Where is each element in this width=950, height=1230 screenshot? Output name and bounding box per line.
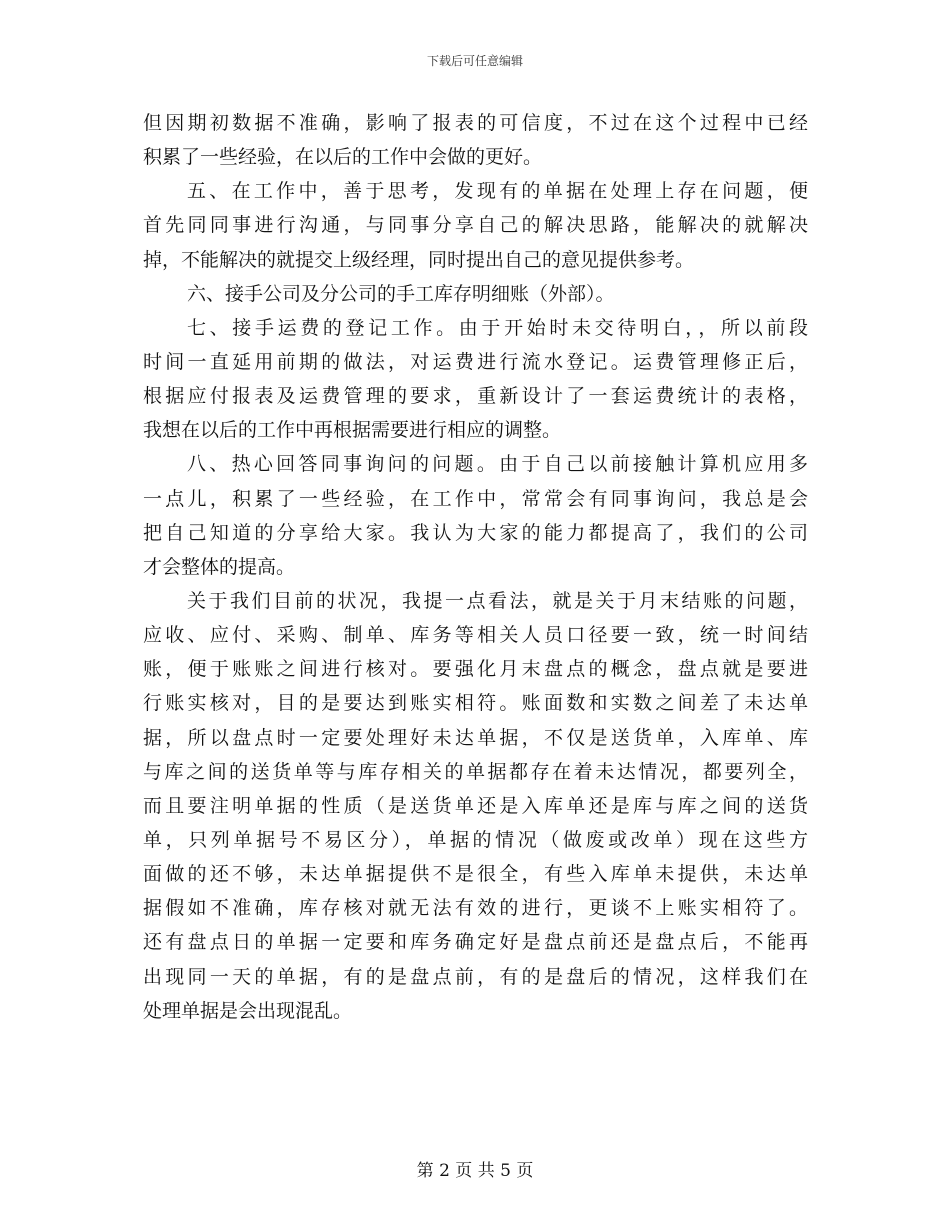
text-line: 根据应付报表及运费管理的要求，重新设计了一套运费统计的表格， xyxy=(143,385,808,408)
text-line: 五、在工作中，善于思考，发现有的单据在处理上存在问题，便 xyxy=(187,180,808,203)
text-line: 行账实核对，目的是要达到账实相符。账面数和实数之间差了未达单 xyxy=(143,692,808,715)
text-line: 单，只列单据号不易区分），单据的情况（做废或改单）现在这些方 xyxy=(143,828,808,851)
text-line: 时间一直延用前期的做法，对运费进行流水登记。运费管理修正后， xyxy=(143,350,808,373)
text-line: 还有盘点日的单据一定要和库务确定好是盘点前还是盘点后，不能再 xyxy=(143,931,808,954)
text-line: 掉，不能解决的就提交上级经理，同时提出自己的意见提供参考。 xyxy=(143,248,695,271)
text-line: 关于我们目前的状况，我提一点看法，就是关于月末结账的问题， xyxy=(187,589,808,612)
text-line: 八、热心回答同事询问的问题。由于自己以前接触计算机应用多 xyxy=(187,453,808,476)
text-line: 应收、应付、采购、制单、库务等相关人员口径要一致，统一时间结 xyxy=(143,624,808,647)
text-line: 面做的还不够，未达单据提供不是很全，有些入库单未提供，未达单 xyxy=(143,863,808,886)
text-line: 处理单据是会出现混乱。 xyxy=(143,999,353,1022)
text-line: 出现同一天的单据，有的是盘点前，有的是盘后的情况，这样我们在 xyxy=(143,965,808,988)
text-line: 据假如不准确，库存核对就无法有效的进行，更谈不上账实相符了。 xyxy=(143,897,808,920)
document-body xyxy=(143,106,808,1028)
text-line: 但因期初数据不准确，影响了报表的可信度，不过在这个过程中已经 xyxy=(143,112,808,134)
text-line: 而且要注明单据的性质（是送货单还是入库单还是库与库之间的送货 xyxy=(143,794,808,817)
text-line: 账，便于账账之间进行核对。要强化月末盘点的概念，盘点就是要进 xyxy=(143,658,808,681)
page-header: 下载后可任意编辑 xyxy=(426,54,523,68)
text-line: 把自己知道的分享给大家。我认为大家的能力都提高了，我们的公司 xyxy=(143,521,808,544)
text-line: 与库之间的送货单等与库存相关的单据都存在着未达情况，都要列全， xyxy=(143,760,808,783)
text-line: 据，所以盘点时一定要处理好未达单据，不仅是送货单，入库单、库 xyxy=(143,726,808,749)
text-line: 我想在以后的工作中再根据需要进行相应的调整。 xyxy=(143,419,562,442)
text-line: 一点儿，积累了一些经验，在工作中，常常会有同事询问，我总是会 xyxy=(143,487,808,510)
text-line: 积累了一些经验，在以后的工作中会做的更好。 xyxy=(143,146,543,169)
text-line: 七、接手运费的登记工作。由于开始时未交待明白，，所以前段 xyxy=(187,316,808,339)
page-footer: 第 2 页 共 5 页 xyxy=(416,1161,534,1181)
text-line: 六、接手公司及分公司的手工库存明细账（外部）。 xyxy=(187,282,615,305)
text-line: 才会整体的提高。 xyxy=(143,555,296,578)
text-line: 首先同同事进行沟通，与同事分享自己的解决思路，能解决的就解决 xyxy=(143,214,808,237)
